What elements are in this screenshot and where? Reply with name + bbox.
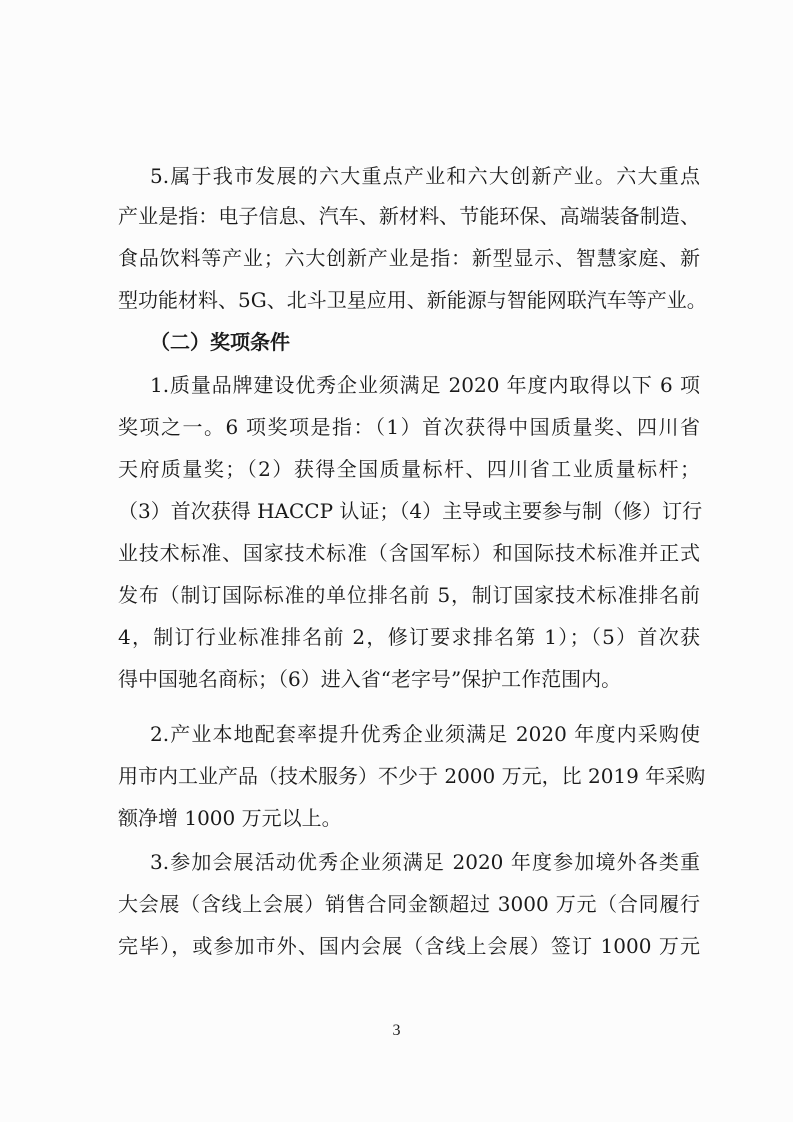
paragraph-1-line-8: 得中国驰名商标；（6）进入省“老字号”保护工作范围内。 (118, 667, 622, 691)
paragraph-5-line-1: 5.属于我市发展的六大重点产业和六大创新产业。六大重点 (150, 164, 700, 188)
paragraph-1-line-2: 奖项之一。6 项奖项是指：（1）首次获得中国质量奖、四川省 (118, 415, 700, 439)
paragraph-2-line-3: 额净增 1000 万元以上。 (118, 806, 342, 830)
paragraph-3-line-2: 大会展（含线上会展）销售合同金额超过 3000 万元（合同履行 (118, 892, 700, 916)
paragraph-1-line-6: 发布（制订国际标准的单位排名前 5，制订国家技术标准排名前 (118, 583, 700, 607)
section-heading-award-conditions: （二）奖项条件 (150, 330, 290, 354)
paragraph-5-line-2: 产业是指：电子信息、汽车、新材料、节能环保、高端装备制造、 (118, 204, 700, 228)
page-number: 3 (392, 1022, 401, 1039)
paragraph-1-line-4: （3）首次获得 HACCP 认证；（4）主导或主要参与制（修）订行 (118, 499, 703, 523)
paragraph-1-line-7: 4，制订行业标准排名前 2，修订要求排名第 1）；（5）首次获 (118, 625, 700, 649)
paragraph-5-line-4: 型功能材料、5G、北斗卫星应用、新能源与智能网联汽车等产业。 (118, 288, 707, 312)
paragraph-5-line-3: 食品饮料等产业；六大创新产业是指：新型显示、智慧家庭、新 (118, 246, 700, 270)
paragraph-2-line-1: 2.产业本地配套率提升优秀企业须满足 2020 年度内采购使 (150, 722, 700, 746)
paragraph-2-line-2: 用市内工业产品（技术服务）不少于 2000 万元，比 2019 年采购 (118, 764, 706, 788)
paragraph-3-line-1: 3.参加会展活动优秀企业须满足 2020 年度参加境外各类重 (150, 850, 700, 874)
paragraph-1-line-5: 业技术标准、国家技术标准（含国军标）和国际技术标准并正式 (118, 541, 700, 565)
paragraph-3-line-3: 完毕），或参加市外、国内会展（含线上会展）签订 1000 万元 (118, 934, 700, 958)
paragraph-1-line-3: 天府质量奖；（2）获得全国质量标杆、四川省工业质量标杆； (118, 457, 700, 481)
paragraph-1-line-1: 1.质量品牌建设优秀企业须满足 2020 年度内取得以下 6 项 (150, 373, 700, 397)
